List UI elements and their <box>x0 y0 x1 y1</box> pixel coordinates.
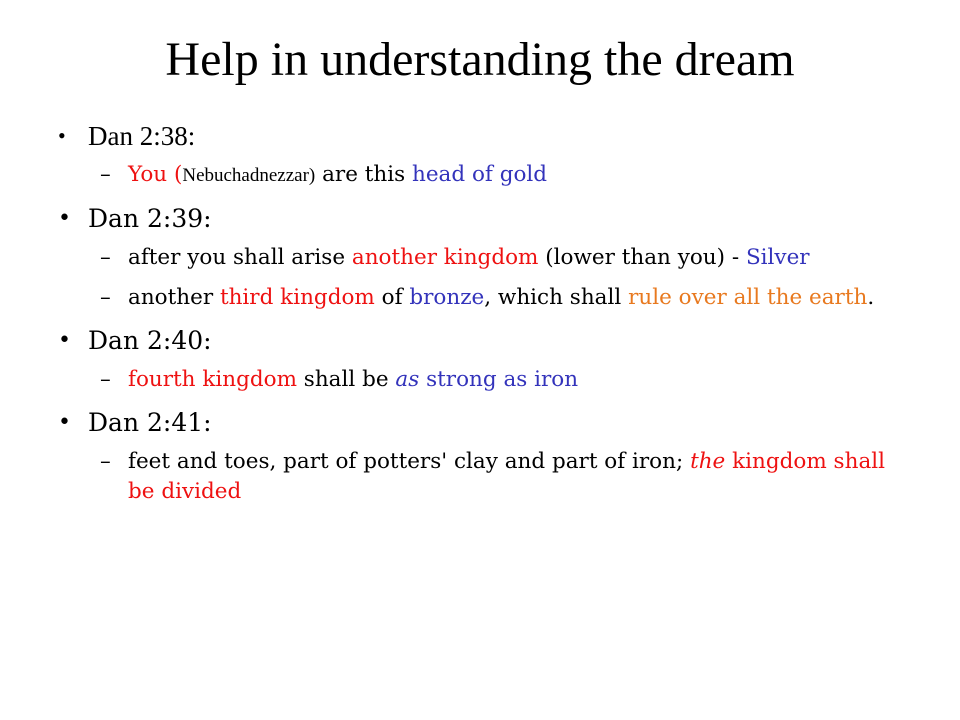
text-segment: shall be <box>296 367 396 392</box>
sub-dash: – <box>100 162 111 187</box>
sub-item <box>58 243 908 273</box>
text-segment: , which shall <box>484 285 629 310</box>
slide-body <box>58 110 908 519</box>
sub-item <box>58 160 908 191</box>
text-segment: bronze <box>409 285 485 310</box>
bullet-item <box>58 120 908 152</box>
text-segment: kingdom shall be divided <box>128 449 886 504</box>
sub-dash: – <box>100 245 111 270</box>
bullet-item <box>58 325 908 357</box>
bullet-label: Dan 2:39: <box>88 204 212 233</box>
sub-item <box>58 365 908 395</box>
sub-list <box>58 160 908 191</box>
text-segment: . <box>867 285 875 310</box>
bullet-dot: • <box>58 206 71 231</box>
sub-list <box>58 447 908 507</box>
text-segment: as <box>395 367 420 392</box>
text-segment: the <box>690 449 726 474</box>
sub-list <box>58 243 908 313</box>
bullet-label: Dan 2:38: <box>88 121 196 151</box>
text-segment: another kingdom <box>351 245 539 270</box>
bullet-dot: • <box>58 123 66 148</box>
text-segment: are this <box>315 162 412 187</box>
sub-item <box>58 447 908 507</box>
text-segment: after you shall arise <box>128 245 352 270</box>
text-segment: strong as iron <box>419 367 579 392</box>
sub-dash: – <box>100 367 111 392</box>
text-segment: of <box>374 285 410 310</box>
sub-dash: – <box>100 449 111 474</box>
bullet-label: Dan 2:40: <box>88 326 212 355</box>
bullet-item <box>58 203 908 235</box>
bullet-dot: • <box>58 328 71 353</box>
bullet-item <box>58 407 908 439</box>
text-segment: head of gold <box>411 162 548 187</box>
text-segment: (lower than you) - <box>538 245 746 270</box>
sub-item <box>58 283 908 313</box>
text-segment: Nebuchadnezzar) <box>182 165 316 186</box>
text-segment: another <box>128 285 220 310</box>
bullet-dot: • <box>58 410 71 435</box>
text-segment: You ( <box>128 162 183 187</box>
sub-list <box>58 365 908 395</box>
text-segment: feet and toes, part of potters' clay and part of iron; <box>128 449 691 474</box>
text-segment: Silver <box>745 245 810 270</box>
text-segment: fourth kingdom <box>128 367 297 392</box>
text-segment: third kingdom <box>219 285 375 310</box>
slide-title: Help in understanding the dream <box>165 33 795 86</box>
text-segment: rule over all the earth <box>628 285 868 310</box>
bullet-label: Dan 2:41: <box>88 408 212 437</box>
sub-dash: – <box>100 285 111 310</box>
